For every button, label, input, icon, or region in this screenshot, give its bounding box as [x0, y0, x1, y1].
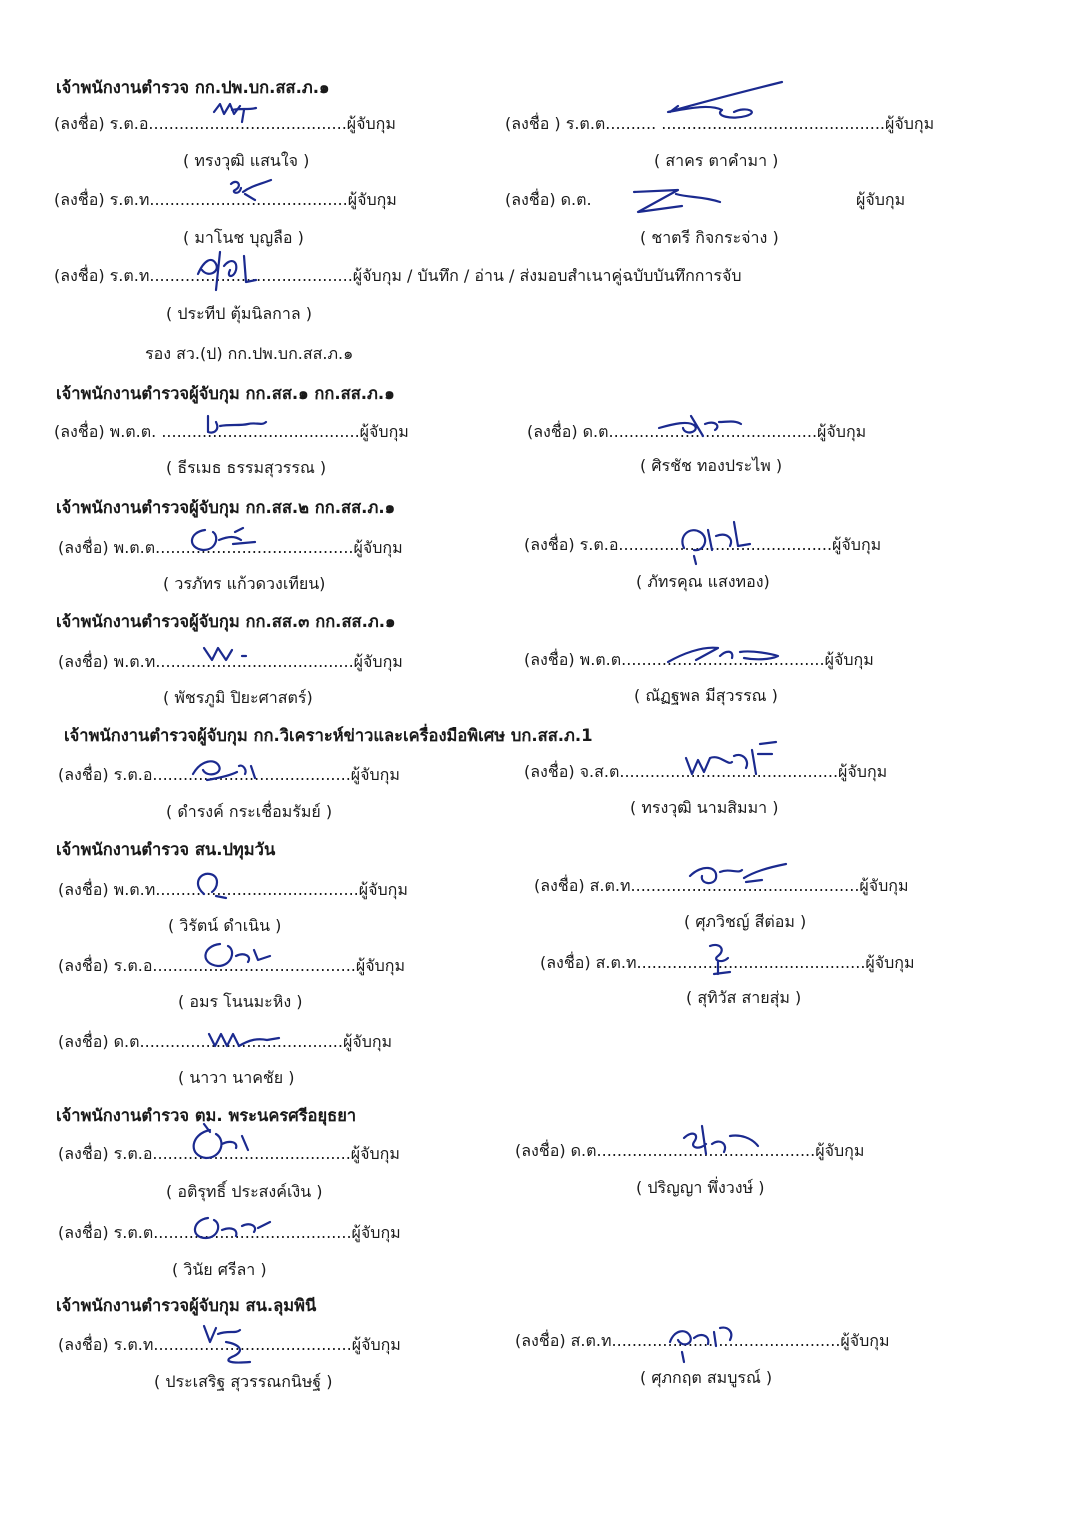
- officer-name: ( ธีรเมธ ธรรมสุวรรณ ): [166, 458, 327, 477]
- signature-line-suffix: ผู้จับกุม: [856, 190, 906, 209]
- officer-name: ( ศุภกฤต สมบูรณ์ ): [640, 1368, 773, 1387]
- officer-name: ( สุทิวัส สายสุ่ม ): [686, 988, 802, 1007]
- handwritten-signature: [674, 516, 754, 566]
- officer-name: ( ภัทรคุณ แสงทอง): [636, 572, 770, 591]
- officer-name: ( มาโนช บุญลือ ): [183, 228, 304, 247]
- signature-line: (ลงชื่อ) ร.ต.อ........................................ผู้จับกุม: [58, 956, 405, 975]
- handwritten-signature: [186, 1212, 276, 1246]
- signature-line: (ลงชื่อ) ส.ต.ท.............................................ผู้จับกุม: [515, 1331, 890, 1350]
- handwritten-signature: [198, 938, 278, 974]
- signature-line: (ลงชื่อ) พ.ต.ต.......................................ผู้จับกุม: [58, 538, 403, 557]
- section-heading: เจ้าพนักงานตำรวจผู้จับกุม กก.วิเคราะห์ข่าวและเครื่องมือพิเศษ บก.สส.ภ.1: [64, 726, 593, 745]
- handwritten-signature: [210, 98, 260, 128]
- signature-line: (ลงชื่อ) ส.ต.ท.............................................ผู้จับกุม: [540, 953, 915, 972]
- handwritten-signature: [185, 522, 265, 558]
- officer-name: ( ดำรงค์ กระเชื่อมรัมย์ ): [166, 802, 333, 821]
- signature-line: (ลงชื่อ) พ.ต.ต........................................ผู้จับกุม: [524, 650, 874, 669]
- handwritten-signature: [662, 640, 782, 670]
- handwritten-signature: [682, 856, 792, 896]
- handwritten-signature: [662, 1318, 742, 1368]
- handwritten-signature: [205, 1024, 285, 1054]
- handwritten-signature: [190, 868, 240, 902]
- section-heading: เจ้าพนักงานตำรวจผู้จับกุม กก.สส.๑ กก.สส.ภ.๑: [56, 384, 395, 403]
- officer-name: ( พัชรภูมิ ปิยะศาสตร์): [163, 688, 313, 707]
- officer-name: ( สาคร ตาคำมา ): [654, 151, 779, 170]
- signature-line: (ลงชื่อ ) ร.ต.ต.......... ............................................ผู้จับกุม: [505, 114, 935, 133]
- officer-name: ( นาวา นาคชัย ): [178, 1068, 295, 1087]
- signature-line: (ลงชื่อ) ร.ต.อ.......................................ผู้จับกุม: [58, 1144, 400, 1163]
- handwritten-signature: [185, 752, 265, 788]
- handwritten-signature: [650, 76, 790, 126]
- officer-name: ( ประเสริฐ สุวรรณกนิษฐ์ ): [154, 1372, 333, 1391]
- officer-name: ( อมร โนนมะหิง ): [178, 992, 303, 1011]
- section-heading: เจ้าพนักงานตำรวจผู้จับกุม สน.ลุมพินี: [56, 1296, 317, 1315]
- signature-line: (ลงชื่อ) พ.ต.ท........................................ผู้จับกุม: [58, 880, 408, 899]
- signature-line: (ลงชื่อ) ด.ต...........................................ผู้จับกุม: [515, 1141, 865, 1160]
- officer-name: ( วินัย ศรีลา ): [172, 1260, 267, 1279]
- handwritten-signature: [655, 410, 745, 446]
- signature-line: (ลงชื่อ) ร.ต.อ..........................................ผู้จับกุม: [524, 535, 882, 554]
- signature-line: (ลงชื่อ) ร.ต.ต.......................................ผู้จับกุม: [58, 1223, 401, 1242]
- officer-name: ( ศุภวิชญ์ สีต่อม ): [684, 912, 807, 931]
- officer-name: ( ประทีป ตุ้มนิลกาล ): [166, 304, 312, 323]
- officer-name: ( ศิรชัช ทองประไพ ): [640, 456, 783, 475]
- handwritten-signature: [700, 940, 740, 980]
- officer-name: ( ณัฏฐพล มีสุวรรณ ): [634, 686, 778, 705]
- section-heading: เจ้าพนักงานตำรวจ ตม. พระนครศรีอยุธยา: [56, 1106, 357, 1125]
- handwritten-signature: [190, 248, 262, 292]
- handwritten-signature: [200, 412, 270, 444]
- handwritten-signature: [186, 1122, 266, 1168]
- handwritten-signature: [200, 640, 260, 668]
- officer-name: ( ทรงวุฒิ แสนใจ ): [183, 151, 310, 170]
- officer-name: ( ปริญญา พึ่งวงษ์ ): [636, 1178, 765, 1197]
- signature-line: (ลงชื่อ) ร.ต.ท........................................ผู้จับกุม / บันทึก / อ่าน / ส่งมอบสำเนาคู่ฉบับบันทึกการจับ: [54, 266, 742, 285]
- handwritten-signature: [630, 184, 730, 220]
- section-heading: เจ้าพนักงานตำรวจ สน.ปทุมวัน: [56, 840, 276, 859]
- officer-name: ( ชาตรี กิจกระจ่าง ): [640, 228, 779, 247]
- handwritten-signature: [680, 740, 780, 786]
- officer-position: รอง สว.(ป) กก.ปพ.บก.สส.ภ.๑: [145, 344, 354, 363]
- officer-name: ( ทรงวุฒิ นามสิมมา ): [630, 798, 779, 817]
- signature-line: (ลงชื่อ) ร.ต.ท.......................................ผู้จับกุม: [54, 190, 397, 209]
- signature-line: (ลงชื่อ) ด.ต........................................ผู้จับกุม: [58, 1032, 393, 1051]
- signature-line: (ลงชื่อ) จ.ส.ต...........................................ผู้จับกุม: [524, 762, 888, 781]
- officer-name: ( วิรัตน์ ดำเนิน ): [168, 916, 282, 935]
- section-heading: เจ้าพนักงานตำรวจ กก.ปพ.บก.สส.ภ.๑: [56, 78, 330, 97]
- signature-line: (ลงชื่อ) พ.ต.ท.......................................ผู้จับกุม: [58, 652, 403, 671]
- signature-line: (ลงชื่อ) ร.ต.อ.......................................ผู้จับกุม: [58, 765, 400, 784]
- officer-name: ( อติรุทธิ์ ประสงค์เงิน ): [166, 1182, 323, 1201]
- officer-name: ( วรภัทร แก้วดวงเทียน): [163, 574, 326, 593]
- signature-line: (ลงชื่อ) ร.ต.ท.......................................ผู้จับกุม: [58, 1335, 401, 1354]
- handwritten-signature: [196, 1320, 266, 1370]
- signature-line: (ลงชื่อ) ร.ต.อ.......................................ผู้จับกุม: [54, 114, 396, 133]
- section-heading: เจ้าพนักงานตำรวจผู้จับกุม กก.สส.๒ กก.สส.ภ.๑: [56, 498, 396, 517]
- handwritten-signature: [676, 1124, 766, 1164]
- signature-line: (ลงชื่อ) ด.ต.: [505, 190, 592, 209]
- signature-line: (ลงชื่อ) ส.ต.ท.............................................ผู้จับกุม: [534, 876, 909, 895]
- signature-line: (ลงชื่อ) ด.ต.........................................ผู้จับกุม: [527, 422, 867, 441]
- section-heading: เจ้าพนักงานตำรวจผู้จับกุม กก.สส.๓ กก.สส.ภ.๑: [56, 612, 396, 631]
- signature-line: (ลงชื่อ) พ.ต.ต. .......................................ผู้จับกุม: [54, 422, 409, 441]
- handwritten-signature: [225, 176, 275, 206]
